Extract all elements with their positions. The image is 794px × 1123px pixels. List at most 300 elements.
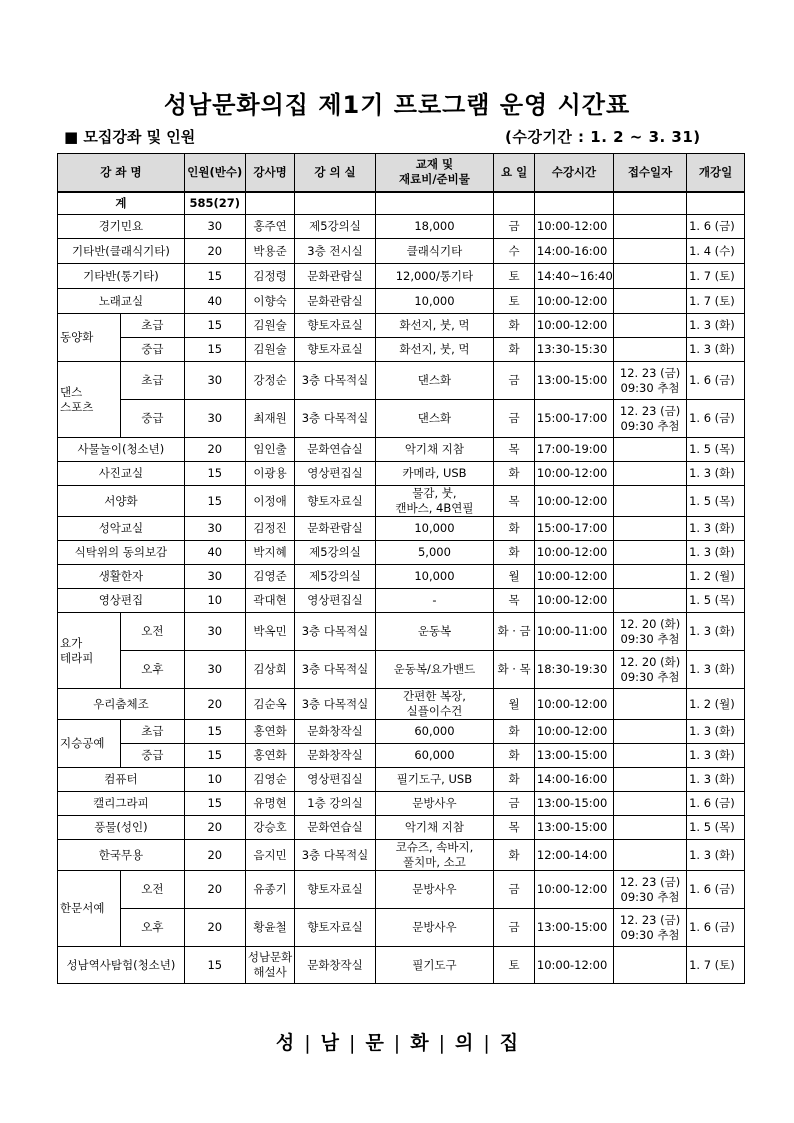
class-time: 13:00-15:00	[534, 816, 613, 840]
instructor: 홍연화	[245, 720, 295, 744]
materials: 클래식기타	[375, 239, 494, 264]
start-date: 1. 5 (목)	[687, 816, 745, 840]
table-row	[58, 689, 745, 720]
schedule-rows	[58, 215, 745, 984]
day: 금	[494, 400, 535, 438]
course-name-line1: 댄스	[60, 384, 83, 399]
start-date: 1. 3 (화)	[687, 541, 745, 565]
class-time: 13:00-15:00	[534, 909, 613, 947]
materials	[375, 840, 494, 871]
registration-date	[614, 438, 687, 462]
classroom: 향토자료실	[295, 909, 375, 947]
classroom: 3층 다목적실	[295, 400, 375, 438]
materials-line2: 실플이수건	[406, 704, 463, 718]
table-row	[58, 947, 745, 984]
registration-date	[614, 517, 687, 541]
capacity: 20	[184, 438, 245, 462]
materials: 10,000	[375, 517, 494, 541]
registration-date	[614, 541, 687, 565]
materials: 운동복/요가밴드	[375, 651, 494, 689]
registration-date-line1: 12. 23 (금)	[619, 365, 681, 380]
table-row	[58, 816, 745, 840]
schedule-table	[57, 153, 745, 984]
capacity: 10	[184, 589, 245, 613]
capacity: 15	[184, 947, 245, 984]
start-date: 1. 7 (토)	[687, 947, 745, 984]
course-name: 풍물(성인)	[58, 816, 185, 840]
classroom: 향토자료실	[295, 871, 375, 909]
start-date: 1. 3 (화)	[687, 720, 745, 744]
table-row	[58, 400, 745, 438]
classroom: 3층 다목적실	[295, 651, 375, 689]
instructor: 이정애	[245, 486, 295, 517]
materials-line2: 캔바스, 4B연필	[395, 501, 474, 515]
header-materials-line2: 재료비/준비물	[399, 172, 470, 187]
registration-date	[614, 871, 687, 909]
registration-date-line2: 09:30 추첨	[620, 380, 680, 395]
materials-line1: 물감, 붓,	[412, 486, 457, 501]
course-name: 노래교실	[58, 289, 185, 314]
materials: 필기도구	[375, 947, 494, 984]
registration-date	[614, 239, 687, 264]
header-course: 강 좌 명	[58, 154, 185, 192]
table-row	[58, 871, 745, 909]
classroom: 문화관람실	[295, 289, 375, 314]
registration-date	[614, 947, 687, 984]
day: 목	[494, 438, 535, 462]
materials: 10,000	[375, 565, 494, 589]
capacity: 20	[184, 239, 245, 264]
classroom: 3층 다목적실	[295, 840, 375, 871]
header-day: 요 일	[494, 154, 535, 192]
registration-date-line1: 12. 23 (금)	[619, 912, 681, 927]
materials: 문방사우	[375, 909, 494, 947]
page-title: 성남문화의집 제1기 프로그램 운영 시간표	[163, 91, 631, 119]
capacity: 15	[184, 314, 245, 338]
table-row	[58, 517, 745, 541]
registration-date-line1: 12. 23 (금)	[619, 874, 681, 889]
registration-date	[614, 816, 687, 840]
footer-char: 화	[410, 1032, 429, 1054]
capacity: 20	[184, 816, 245, 840]
capacity: 15	[184, 264, 245, 289]
day: 금	[494, 362, 535, 400]
course-level: 오후	[120, 651, 184, 689]
table-row	[58, 289, 745, 314]
table-row	[58, 264, 745, 289]
registration-date	[614, 362, 687, 400]
course-name: 경기민요	[58, 215, 185, 239]
start-date: 1. 6 (금)	[687, 400, 745, 438]
materials: 댄스화	[375, 362, 494, 400]
instructor: 강승호	[245, 816, 295, 840]
total-label: 계	[58, 192, 185, 215]
footer-separator: |	[304, 1032, 311, 1054]
capacity: 30	[184, 651, 245, 689]
classroom: 문화연습실	[295, 816, 375, 840]
day: 화	[494, 840, 535, 871]
table-row	[58, 239, 745, 264]
registration-date	[614, 565, 687, 589]
class-time: 13:00-15:00	[534, 362, 613, 400]
capacity: 20	[184, 840, 245, 871]
capacity: 15	[184, 338, 245, 362]
capacity: 30	[184, 517, 245, 541]
registration-date	[614, 744, 687, 768]
total-capacity: 585(27)	[184, 192, 245, 215]
course-name: 서양화	[58, 486, 185, 517]
materials	[375, 689, 494, 720]
class-time: 14:00-16:00	[534, 239, 613, 264]
materials-line2: 풀치마, 소고	[403, 855, 466, 869]
instructor-line2: 해설사	[253, 965, 287, 979]
course-name: 사진교실	[58, 462, 185, 486]
day: 화	[494, 462, 535, 486]
registration-date-line1: 12. 20 (화)	[619, 654, 681, 669]
start-date: 1. 7 (토)	[687, 289, 745, 314]
materials: 필기도구, USB	[375, 768, 494, 792]
table-row	[58, 720, 745, 744]
footer-separator: |	[483, 1032, 490, 1054]
header-registration: 접수일자	[614, 154, 687, 192]
registration-date	[614, 589, 687, 613]
registration-date-line2: 09:30 추첨	[620, 927, 680, 942]
table-row	[58, 541, 745, 565]
day: 목	[494, 816, 535, 840]
footer-char: 문	[365, 1032, 384, 1054]
start-date: 1. 3 (화)	[687, 462, 745, 486]
materials-line1: 코슈즈, 속바지,	[395, 840, 474, 855]
course-name: 동양화	[58, 314, 121, 362]
instructor	[245, 947, 295, 984]
classroom: 향토자료실	[295, 314, 375, 338]
start-date: 1. 3 (화)	[687, 314, 745, 338]
day: 금	[494, 871, 535, 909]
table-row	[58, 462, 745, 486]
instructor: 최재원	[245, 400, 295, 438]
instructor: 김정진	[245, 517, 295, 541]
start-date: 1. 3 (화)	[687, 651, 745, 689]
course-name: 영상편집	[58, 589, 185, 613]
materials: 문방사우	[375, 792, 494, 816]
course-period: (수강기간 : 1. 2 ~ 3. 31)	[505, 128, 701, 146]
classroom: 1층 강의실	[295, 792, 375, 816]
capacity: 30	[184, 613, 245, 651]
start-date: 1. 3 (화)	[687, 517, 745, 541]
course-level: 오전	[120, 613, 184, 651]
course-name-line1: 요가	[60, 635, 83, 650]
course-name: 한국무용	[58, 840, 185, 871]
start-date: 1. 6 (금)	[687, 792, 745, 816]
class-time: 14:40~16:40	[534, 264, 613, 289]
start-date: 1. 3 (화)	[687, 613, 745, 651]
instructor: 홍주연	[245, 215, 295, 239]
instructor: 김상희	[245, 651, 295, 689]
classroom: 제5강의실	[295, 565, 375, 589]
day: 화 · 금	[494, 613, 535, 651]
footer-separator: |	[393, 1032, 401, 1054]
registration-date	[614, 792, 687, 816]
registration-date	[614, 289, 687, 314]
day: 월	[494, 689, 535, 720]
instructor: 김영준	[245, 565, 295, 589]
capacity: 30	[184, 400, 245, 438]
start-date: 1. 3 (화)	[687, 840, 745, 871]
materials: 악기채 지참	[375, 816, 494, 840]
course-name: 기타반(통기타)	[58, 264, 185, 289]
capacity: 30	[184, 362, 245, 400]
materials: 운동복	[375, 613, 494, 651]
classroom: 3층 다목적실	[295, 362, 375, 400]
start-date: 1. 5 (목)	[687, 438, 745, 462]
class-time: 13:30-15:30	[534, 338, 613, 362]
registration-date	[614, 909, 687, 947]
classroom: 문화창작실	[295, 947, 375, 984]
registration-date-line1: 12. 20 (화)	[619, 616, 681, 631]
capacity: 40	[184, 289, 245, 314]
registration-date	[614, 462, 687, 486]
day: 목	[494, 589, 535, 613]
table-row	[58, 438, 745, 462]
registration-date-line2: 09:30 추첨	[620, 669, 680, 684]
start-date: 1. 3 (화)	[687, 338, 745, 362]
materials: 악기채 지참	[375, 438, 494, 462]
classroom: 문화연습실	[295, 438, 375, 462]
instructor: 곽대현	[245, 589, 295, 613]
course-level: 중급	[120, 338, 184, 362]
materials: 댄스화	[375, 400, 494, 438]
instructor: 음지민	[245, 840, 295, 871]
header-instructor: 강사명	[245, 154, 295, 192]
class-time: 12:00-14:00	[534, 840, 613, 871]
classroom: 문화창작실	[295, 720, 375, 744]
registration-date	[614, 768, 687, 792]
capacity: 20	[184, 689, 245, 720]
registration-date-line1: 12. 23 (금)	[619, 403, 681, 418]
capacity: 30	[184, 215, 245, 239]
day: 금	[494, 792, 535, 816]
course-name: 성악교실	[58, 517, 185, 541]
classroom: 향토자료실	[295, 486, 375, 517]
capacity: 20	[184, 909, 245, 947]
materials	[375, 486, 494, 517]
table-row	[58, 613, 745, 651]
start-date: 1. 4 (수)	[687, 239, 745, 264]
course-name: 기타반(클래식기타)	[58, 239, 185, 264]
course-level: 초급	[120, 720, 184, 744]
instructor: 홍연화	[245, 744, 295, 768]
registration-date	[614, 400, 687, 438]
materials: 카메라, USB	[375, 462, 494, 486]
course-level: 오후	[120, 909, 184, 947]
registration-date	[614, 264, 687, 289]
capacity: 15	[184, 744, 245, 768]
table-row	[58, 215, 745, 239]
materials: 10,000	[375, 289, 494, 314]
start-date: 1. 5 (목)	[687, 486, 745, 517]
materials: 화선지, 붓, 먹	[375, 338, 494, 362]
class-time: 10:00-11:00	[534, 613, 613, 651]
registration-date	[614, 689, 687, 720]
table-row	[58, 651, 745, 689]
start-date: 1. 3 (화)	[687, 744, 745, 768]
class-time: 15:00-17:00	[534, 400, 613, 438]
classroom: 3층 다목적실	[295, 689, 375, 720]
classroom: 영상편집실	[295, 768, 375, 792]
class-time: 10:00-12:00	[534, 289, 613, 314]
day: 토	[494, 947, 535, 984]
course-level: 초급	[120, 362, 184, 400]
course-name: 식탁위의 동의보감	[58, 541, 185, 565]
classroom: 제5강의실	[295, 215, 375, 239]
instructor: 황윤철	[245, 909, 295, 947]
header-start: 개강일	[687, 154, 745, 192]
table-row	[58, 486, 745, 517]
instructor: 박옥민	[245, 613, 295, 651]
capacity: 10	[184, 768, 245, 792]
instructor: 임인출	[245, 438, 295, 462]
day: 화	[494, 338, 535, 362]
footer-char: 집	[499, 1032, 519, 1054]
instructor: 박용준	[245, 239, 295, 264]
materials: 문방사우	[375, 871, 494, 909]
day: 화	[494, 768, 535, 792]
course-name: 한문서예	[58, 871, 121, 947]
instructor: 김정령	[245, 264, 295, 289]
class-time: 10:00-12:00	[534, 215, 613, 239]
header-materials	[375, 154, 494, 192]
classroom: 3층 다목적실	[295, 613, 375, 651]
course-name-line2: 테라피	[60, 650, 94, 665]
course-level: 오전	[120, 871, 184, 909]
table-row	[58, 565, 745, 589]
class-time: 10:00-12:00	[534, 947, 613, 984]
capacity: 15	[184, 792, 245, 816]
class-time: 17:00-19:00	[534, 438, 613, 462]
registration-date	[614, 338, 687, 362]
course-level: 중급	[120, 744, 184, 768]
registration-date-line2: 09:30 추첨	[620, 889, 680, 904]
footer-char: 남	[320, 1032, 340, 1054]
course-name: 사물놀이(청소년)	[58, 438, 185, 462]
course-name-line2: 스포츠	[60, 399, 94, 414]
class-time: 18:30-19:30	[534, 651, 613, 689]
table-row	[58, 792, 745, 816]
table-row	[58, 840, 745, 871]
start-date: 1. 6 (금)	[687, 871, 745, 909]
instructor: 김순옥	[245, 689, 295, 720]
header-time: 수강시간	[534, 154, 613, 192]
day: 화	[494, 517, 535, 541]
capacity: 15	[184, 486, 245, 517]
day: 금	[494, 215, 535, 239]
course-name: 우리춤체조	[58, 689, 185, 720]
capacity: 15	[184, 462, 245, 486]
total-row	[58, 192, 745, 215]
start-date: 1. 6 (금)	[687, 215, 745, 239]
class-time: 13:00-15:00	[534, 792, 613, 816]
table-row	[58, 744, 745, 768]
classroom: 문화관람실	[295, 517, 375, 541]
classroom: 문화창작실	[295, 744, 375, 768]
materials: 5,000	[375, 541, 494, 565]
table-row	[58, 768, 745, 792]
capacity: 30	[184, 565, 245, 589]
registration-date	[614, 840, 687, 871]
instructor-line1: 성남문화	[247, 950, 293, 965]
materials: 화선지, 붓, 먹	[375, 314, 494, 338]
registration-date	[614, 215, 687, 239]
capacity: 40	[184, 541, 245, 565]
table-row	[58, 589, 745, 613]
day: 화	[494, 720, 535, 744]
instructor: 유종기	[245, 871, 295, 909]
start-date: 1. 6 (금)	[687, 362, 745, 400]
footer-char: 성	[275, 1032, 295, 1054]
class-time: 10:00-12:00	[534, 871, 613, 909]
registration-date-line2: 09:30 추첨	[620, 418, 680, 433]
table-row	[58, 909, 745, 947]
materials: -	[375, 589, 494, 613]
class-time: 10:00-12:00	[534, 486, 613, 517]
start-date: 1. 5 (목)	[687, 589, 745, 613]
header-room: 강 의 실	[295, 154, 375, 192]
class-time: 15:00-17:00	[534, 517, 613, 541]
classroom: 3층 전시실	[295, 239, 375, 264]
instructor: 이광용	[245, 462, 295, 486]
course-level: 초급	[120, 314, 184, 338]
start-date: 1. 2 (월)	[687, 565, 745, 589]
table-row	[58, 338, 745, 362]
instructor: 박지혜	[245, 541, 295, 565]
materials: 12,000/통기타	[375, 264, 494, 289]
instructor: 강정순	[245, 362, 295, 400]
day: 화 · 목	[494, 651, 535, 689]
course-level: 중급	[120, 400, 184, 438]
instructor: 유명현	[245, 792, 295, 816]
class-time: 10:00-12:00	[534, 720, 613, 744]
class-time: 10:00-12:00	[534, 589, 613, 613]
start-date: 1. 2 (월)	[687, 689, 745, 720]
course-name: 성남역사탐험(청소년)	[58, 947, 185, 984]
class-time: 10:00-12:00	[534, 314, 613, 338]
instructor: 김영순	[245, 768, 295, 792]
class-time: 14:00-16:00	[534, 768, 613, 792]
footer-org-name	[0, 1028, 794, 1055]
footer-char: 의	[454, 1032, 474, 1054]
class-time: 10:00-12:00	[534, 541, 613, 565]
footer-separator: |	[438, 1032, 445, 1054]
day: 수	[494, 239, 535, 264]
start-date: 1. 3 (화)	[687, 768, 745, 792]
classroom: 영상편집실	[295, 462, 375, 486]
registration-date	[614, 314, 687, 338]
section-label: ■ 모집강좌 및 인원	[64, 128, 196, 146]
capacity: 20	[184, 871, 245, 909]
table-row	[58, 314, 745, 338]
footer-separator: |	[349, 1032, 356, 1054]
class-time: 13:00-15:00	[534, 744, 613, 768]
instructor: 이향숙	[245, 289, 295, 314]
classroom: 문화관람실	[295, 264, 375, 289]
course-name: 생활한자	[58, 565, 185, 589]
day: 화	[494, 541, 535, 565]
instructor: 김원술	[245, 314, 295, 338]
course-name	[58, 362, 121, 438]
day: 토	[494, 264, 535, 289]
day: 화	[494, 744, 535, 768]
day: 화	[494, 314, 535, 338]
